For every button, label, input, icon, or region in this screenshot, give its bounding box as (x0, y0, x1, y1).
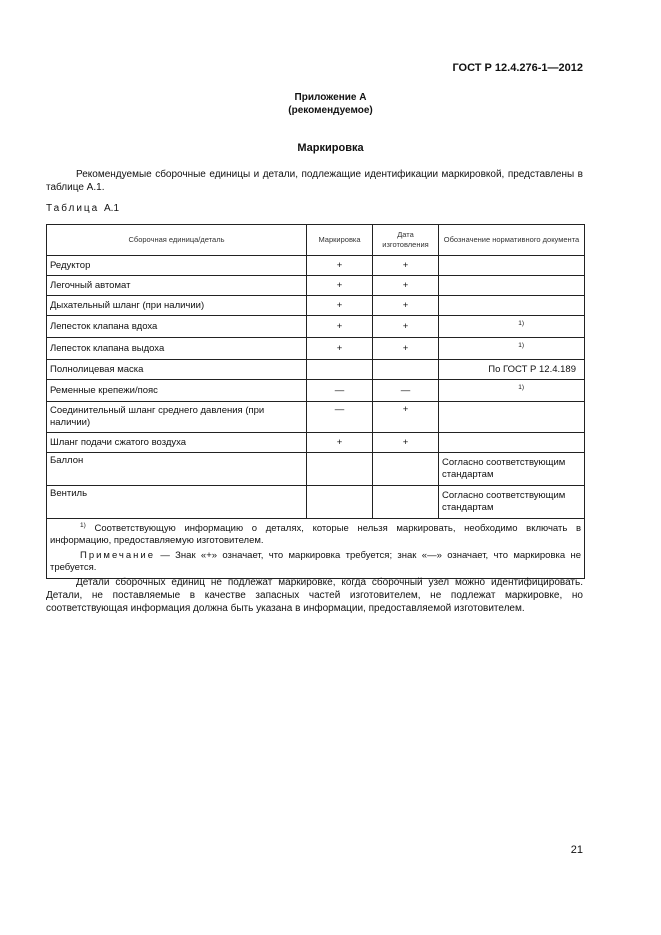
cell-part: Легочный автомат (47, 276, 307, 296)
table-row (47, 453, 585, 486)
table-row (47, 380, 585, 402)
cell-document (439, 256, 585, 276)
header-part: Сборочная единица/деталь (47, 225, 307, 256)
cell-date: — (373, 380, 439, 402)
table-row (47, 316, 585, 338)
table-label (46, 203, 119, 214)
cell-document: По ГОСТ Р 12.4.189 (439, 360, 585, 380)
section-title: Маркировка (297, 142, 364, 154)
footnote (50, 523, 581, 547)
cell-part: Дыхательный шланг (при наличии) (47, 296, 307, 316)
cell-document: Согласно соответствующим стандартам (439, 453, 585, 486)
appendix-title: Приложение А (294, 92, 367, 103)
cell-part: Баллон (47, 453, 307, 486)
cell-marking: + (307, 296, 373, 316)
appendix-subtitle: (рекомендуемое) (288, 105, 373, 116)
cell-date: + (373, 402, 439, 433)
note-text: — Знак «+» означает, что маркировка требуется; знак «—» означает, что маркировка не требуется. (50, 550, 582, 573)
cell-part: Редуктор (47, 256, 307, 276)
header-marking: Маркировка (307, 225, 373, 256)
cell-document (439, 276, 585, 296)
cell-marking (307, 486, 373, 519)
table-row (47, 276, 585, 296)
table-header-row (47, 225, 585, 256)
table-label-word: Таблица (46, 203, 100, 214)
appendix-heading (0, 91, 661, 117)
cell-date: + (373, 338, 439, 360)
table-footer (47, 519, 585, 579)
table-row (47, 433, 585, 453)
cell-document (439, 402, 585, 433)
footnote-mark: 1) (80, 522, 86, 529)
cell-document-footnote-ref: 1) (439, 338, 585, 360)
cell-part: Лепесток клапана выдоха (47, 338, 307, 360)
table-row (47, 402, 585, 433)
cell-marking: + (307, 338, 373, 360)
table-footer-row (47, 519, 585, 579)
cell-part: Шланг подачи сжатого воздуха (47, 433, 307, 453)
cell-marking (307, 360, 373, 380)
intro-paragraph: Рекомендуемые сборочные единицы и детали, подлежащие идентификации маркировкой, представлены в таблице А.1. (46, 169, 583, 193)
cell-document: Согласно соответствующим стандартам (439, 486, 585, 519)
cell-part: Соединительный шланг среднего давления (при наличии) (47, 402, 307, 433)
note (50, 550, 581, 574)
cell-part: Вентиль (47, 486, 307, 519)
cell-marking (307, 453, 373, 486)
cell-part: Полнолицевая маска (47, 360, 307, 380)
note-label: Примечание (80, 550, 155, 561)
footnote-text: Соответствующую информацию о деталях, которые нельзя маркировать, необходимо включать в информацию, предоставляемую изготовителем. (50, 523, 582, 546)
cell-date (373, 486, 439, 519)
cell-date: + (373, 316, 439, 338)
cell-date (373, 360, 439, 380)
cell-marking: + (307, 433, 373, 453)
cell-date: + (373, 433, 439, 453)
table-row (47, 256, 585, 276)
cell-document (439, 296, 585, 316)
table-row (47, 296, 585, 316)
cell-date: + (373, 296, 439, 316)
cell-part: Лепесток клапана вдоха (47, 316, 307, 338)
closing-paragraph: Детали сборочных единиц не подлежат маркировке, когда сборочный узел можно идентифицировать. Детали, не поставляемые в качестве запасных частей изготовителем, не подлежат маркировке, но соответствующая информация должна быть указана в информации, предоставляемой изготовителем. (46, 577, 583, 614)
cell-document-footnote-ref: 1) (439, 316, 585, 338)
marking-table (46, 224, 585, 579)
table-row (47, 486, 585, 519)
cell-date (373, 453, 439, 486)
cell-marking: — (307, 402, 373, 433)
table-row (47, 360, 585, 380)
cell-marking: + (307, 276, 373, 296)
cell-marking: + (307, 256, 373, 276)
cell-date: + (373, 276, 439, 296)
cell-marking: + (307, 316, 373, 338)
cell-marking: — (307, 380, 373, 402)
cell-date: + (373, 256, 439, 276)
cell-document-footnote-ref: 1) (439, 380, 585, 402)
table-row (47, 338, 585, 360)
document-code: ГОСТ Р 12.4.276-1—2012 (452, 62, 583, 74)
table-label-number: А.1 (104, 203, 120, 214)
header-document: Обозначение нормативного документа (439, 225, 585, 256)
cell-document (439, 433, 585, 453)
cell-part: Ременные крепежи/пояс (47, 380, 307, 402)
page-number: 21 (570, 844, 583, 856)
header-date: Дата изготовления (373, 225, 439, 256)
